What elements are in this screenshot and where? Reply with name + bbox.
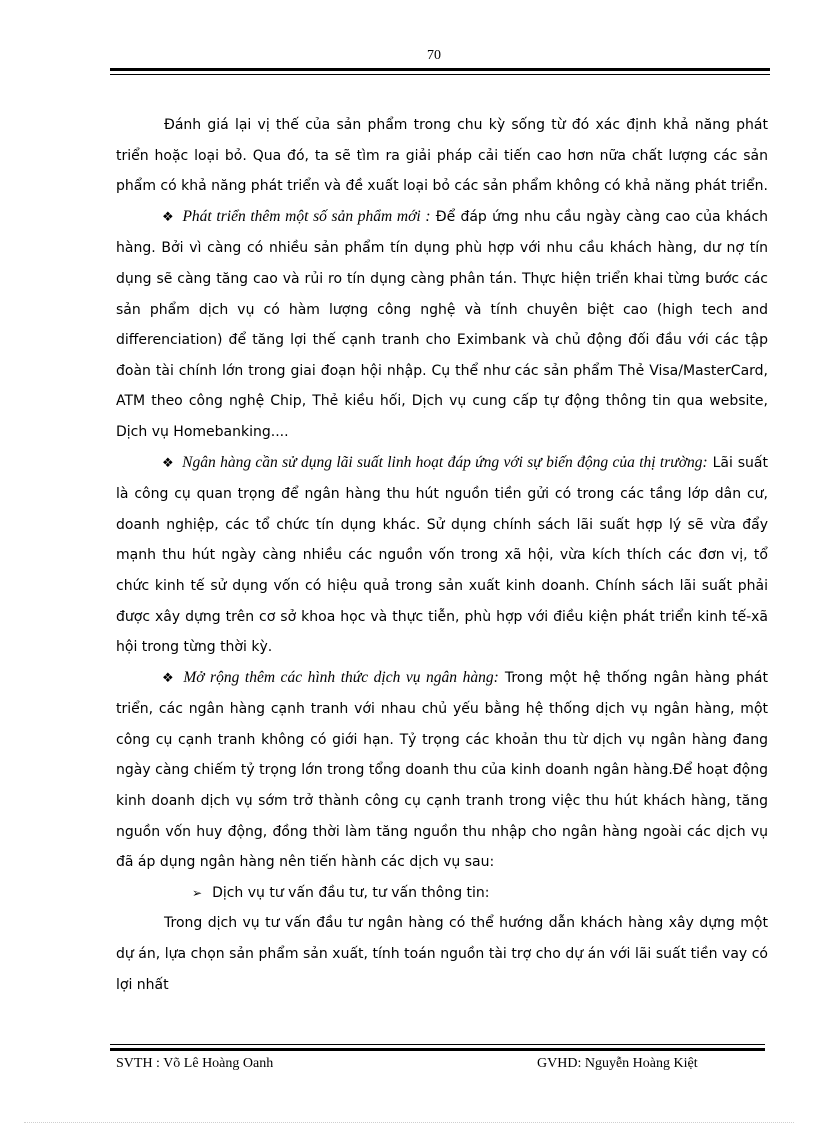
footer-student: SVTH : Võ Lê Hoàng Oanh (116, 1056, 274, 1071)
page-body (116, 110, 768, 1000)
footer-rule-thin (110, 1044, 765, 1045)
footer-rule-thick (110, 1048, 765, 1051)
header-rule-thin (110, 74, 770, 75)
paragraph-evaluate: Đánh giá lại vị thế của sản phẩm trong chu kỳ sống từ đó xác định khả năng phát triển hoặc loại bỏ. Qua đó, ta sẽ tìm ra giải pháp cải tiến cao hơn nữa chất lượng các sản phẩm có khả năng phát triển và đề xuất loại bỏ các sản phẩm không có khả năng phát triển. (116, 117, 768, 195)
bullet-new-products (116, 202, 768, 448)
bullet-lead: Ngân hàng cần sử dụng lãi suất linh hoạt đáp ứng với sự biến động của thị trường: (182, 453, 708, 471)
bullet-expand-services (116, 663, 768, 878)
bullet-text: Trong một hệ thống ngân hàng phát triển, các ngân hàng cạnh tranh với nhau chủ yếu bằng hệ thống dịch vụ ngân hàng, một công cụ cạnh tranh không có giới hạn. Tỷ trọng các khoản thu từ dịch vụ ngân hàng đang ngày càng chiếm tỷ trọng lớn trong tổng doanh thu của kinh doanh ngân hàng.Để hoạt động kinh doanh dịch vụ sớm trở thành công cụ cạnh tranh trong việc thu hút khách hàng, tăng nguồn vốn huy động, đồng thời làm tăng nguồn thu nhập cho ngân hàng ngoài các dịch vụ đã áp dụng ngân hàng nên tiến hành các dịch vụ sau: (116, 669, 768, 871)
header-rule-thick (110, 68, 770, 71)
bullet-text: Để đáp ứng nhu cầu ngày càng cao của khách hàng. Bởi vì càng có nhiều sản phẩm tín dụng phù hợp với nhu cầu khách hàng, dư nợ tín dụng sẽ càng tăng cao và rủi ro tín dụng càng phân tán. Thực hiện triển khai từng bước các sản phẩm dịch vụ có hàm lượng công nghệ và tính chuyên biệt cao (high tech and differenciation) để tăng lợi thế cạnh tranh cho Eximbank và chủ động đối đầu với các tập đoàn tài chính lớn trong giai đoạn hội nhập. Cụ thể như các sản phẩm Thẻ Visa/MasterCard, ATM theo công nghệ Chip, Thẻ kiều hối, Dịch vụ cung cấp tự động thông tin qua website, Dịch vụ Homebanking.... (116, 208, 769, 440)
diamond-bullet-icon: ❖ (162, 670, 176, 686)
page-number: 70 (427, 48, 441, 63)
bullet-lead: Mở rộng thêm các hình thức dịch vụ ngân hàng: (183, 668, 499, 686)
paragraph-consulting: Trong dịch vụ tư vấn đầu tư ngân hàng có thể hướng dẫn khách hàng xây dựng một dự án, lựa chọn sản phẩm sản xuất, tính toán nguồn tài trợ cho dự án với lãi suất tiền vay có lợi nhất (116, 915, 768, 993)
bullet-lead: Phát triển thêm một số sản phẩm mới : (182, 207, 431, 225)
diamond-bullet-icon: ❖ (162, 209, 175, 225)
sub-bullet-consulting (116, 878, 768, 909)
bullet-interest-rate (116, 448, 768, 663)
footer-advisor: GVHD: Nguyễn Hoàng Kiệt (537, 1056, 698, 1071)
bullet-text: Lãi suất là công cụ quan trọng để ngân hàng thu hút nguồn tiền gửi có trong các tầng lớp dân cư, doanh nghiệp, các tổ chức tín dụng khác. Sử dụng chính sách lãi suất hợp lý sẽ vừa đẩy mạnh thu hút ngày càng nhiều các nguồn vốn trong xã hội, vừa kích thích các đơn vị, tổ chức kinh tế sử dụng vốn có hiệu quả trong sản xuất kinh doanh. Chính sách lãi suất phải được xây dựng trên cơ sở khoa học và thực tiễn, phù hợp với điều kiện phát triển kinh tế-xã hội trong từng thời kỳ. (116, 454, 769, 656)
arrow-bullet-icon: ➢ (192, 885, 203, 900)
diamond-bullet-icon: ❖ (162, 455, 175, 471)
sub-bullet-label: Dịch vụ tư vấn đầu tư, tư vấn thông tin: (212, 884, 490, 901)
